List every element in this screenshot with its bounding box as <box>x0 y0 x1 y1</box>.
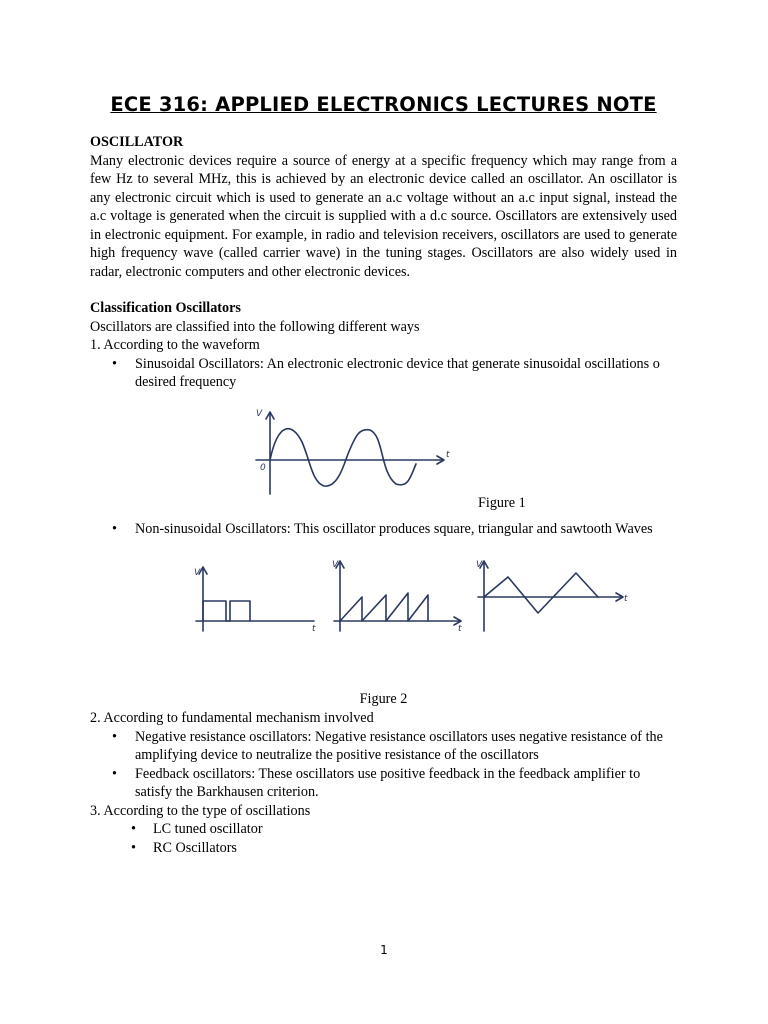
oscillator-paragraph: Many electronic devices require a source of energy at a specific frequency which may range from a few Hz to several MHz, this is achieved by an electronic device called an oscillator. An oscillator is any electronic circuit which is used to generate an a.c voltage without an a.c input signal, instead the a.c voltage is generated when the circuit is supplied with a d.c source. Oscillators are extensively used in electronic equipment. For example, in radio and television receivers, oscillators are used to generate high frequency wave (called carrier wave) in the tuning stages. Oscillators are also widely used in radar, electronic computers and other electronic devices. <box>90 152 677 280</box>
sawtooth-t-label: t <box>458 624 462 634</box>
bullet-dot: • <box>112 355 117 372</box>
figure-2 <box>90 539 677 709</box>
numbered-item-3: 3. According to the type of oscillations <box>90 802 311 819</box>
square-v-label: V <box>194 568 201 578</box>
classification-intro: Oscillators are classified into the following different ways <box>90 318 420 335</box>
section-heading-oscillator: OSCILLATOR <box>90 134 184 150</box>
sine-curve <box>270 428 416 485</box>
page-number: 1 <box>380 943 388 957</box>
bullet-lc <box>90 820 677 839</box>
bullet-text: Non-sinusoidal Oscillators: This oscillator produces square, triangular and sawtooth Waves <box>135 520 653 537</box>
triangle-v-label: V <box>476 560 483 570</box>
sawtooth-v-label: V <box>332 560 339 570</box>
figure-2-caption: Figure 2 <box>359 691 408 707</box>
waveform-bullet-list <box>90 355 677 392</box>
mechanism-bullet-list <box>90 728 677 802</box>
nonsinusoidal-bullet-list <box>90 520 677 539</box>
document-title: ECE 316: APPLIED ELECTRONICS LECTURES NOTE <box>110 93 657 116</box>
v-label: V <box>256 408 263 419</box>
square-wave <box>203 601 250 621</box>
bullet-dot: • <box>112 765 117 782</box>
section-heading-classification: Classification Oscillators <box>90 300 241 316</box>
bullet-sinusoidal <box>90 355 677 392</box>
bullet-text: RC Oscillators <box>153 839 237 856</box>
bullet-dot: • <box>112 520 117 537</box>
bullet-text: Negative resistance oscillators: Negative resistance oscillators uses negative resistance of the amplifying device to neutralize the positive resistance of the oscillators <box>135 728 663 763</box>
bullet-rc <box>90 839 677 858</box>
bullet-dot: • <box>131 839 136 856</box>
sine-wave-sketch <box>248 402 478 502</box>
square-t-label: t <box>312 624 316 634</box>
bullet-feedback <box>90 765 677 802</box>
figure-1 <box>90 402 677 514</box>
bullet-text: Sinusoidal Oscillators: An electronic electronic device that generate sinusoidal oscillations o desired frequency <box>135 355 660 390</box>
numbered-item-2: 2. According to fundamental mechanism involved <box>90 710 374 726</box>
triangle-t-label: t <box>624 594 628 604</box>
bullet-nonsinusoidal <box>90 520 677 539</box>
bullet-dot: • <box>131 821 136 837</box>
sawtooth-wave <box>340 593 428 621</box>
bullet-dot: • <box>112 728 117 745</box>
bullet-text: LC tuned oscillator <box>153 821 263 837</box>
bullet-negative-resistance <box>90 728 677 765</box>
bullet-text: Feedback oscillators: These oscillators use positive feedback in the feedback amplifier to satisfy the Barkhausen criterion. <box>135 765 641 800</box>
triangle-wave <box>484 573 598 613</box>
origin-label: 0 <box>260 462 266 473</box>
numbered-item-1: 1. According to the waveform <box>90 337 260 353</box>
figure-1-caption: Figure 1 <box>478 494 526 511</box>
oscillation-type-bullet-list <box>90 820 677 857</box>
nonsinusoidal-waves-sketch <box>182 539 642 664</box>
t-label: t <box>446 449 450 460</box>
document-page <box>90 88 677 857</box>
